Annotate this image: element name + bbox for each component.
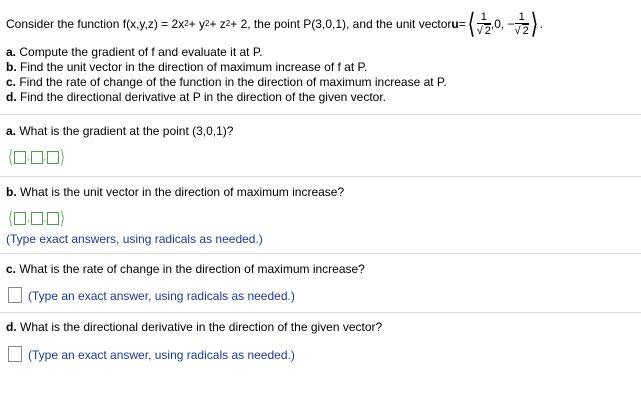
part-d: d. Find the directional derivative at P in the direction of the given vector. — [6, 90, 386, 104]
part-a: a. Compute the gradient of f and evaluate it at P. — [6, 45, 263, 59]
answer-c-input[interactable] — [8, 287, 22, 303]
component-3-denominator: √ 2 — [514, 25, 529, 37]
question-d: d. What is the directional derivative in the direction of the given vector? — [6, 320, 383, 334]
answer-a-vector: ⟨ , , ⟩ — [8, 147, 66, 167]
answer-b-input-1[interactable] — [14, 212, 26, 225]
component-1-denominator: √ 2 — [476, 25, 491, 37]
vector-middle: ,0, − — [490, 17, 515, 31]
vector-component-3 — [515, 11, 529, 37]
function-z-term: + z — [209, 17, 226, 31]
answer-a-right-bracket: ⟩ — [60, 147, 66, 167]
function-prefix: Consider the function f(x,y,z) = 2x — [6, 17, 185, 31]
parts-list — [6, 45, 447, 105]
separator-4 — [0, 312, 641, 313]
answer-b-left-bracket: ⟨ — [8, 208, 13, 228]
question-b: b. What is the unit vector in the direction of maximum increase? — [6, 185, 345, 199]
left-angle-bracket: ⟨ — [467, 8, 476, 39]
problem-statement: Consider the function f(x,y,z) = 2x 2 + y 2 + z 2 + 2, the point P(3,0,1), and the unit vector u = ⟨ $\frac{1}{√ 2}$ ,0, − $\frac{1}{√ 2}$ ⟩ . — [6, 8, 543, 39]
right-angle-bracket: ⟩ — [530, 8, 539, 39]
answer-b-input-2[interactable] — [31, 212, 43, 225]
answer-b-right-bracket: ⟩ — [60, 208, 66, 228]
problem-tail: + 2, the point P(3,0,1), and the unit vector — [230, 17, 452, 31]
answer-a-input-2[interactable] — [31, 151, 43, 164]
answer-a-input-1[interactable] — [14, 151, 26, 164]
separator-3 — [0, 253, 641, 254]
answer-b-input-3[interactable] — [47, 212, 59, 225]
separator-2 — [0, 176, 641, 177]
part-c: c. Find the rate of change of the function in the direction of maximum increase at P. — [6, 75, 447, 89]
answer-c-hint: (Type an exact answer, using radicals as needed.) — [28, 289, 295, 303]
function-y-term: + y — [188, 17, 205, 31]
equals-sign: = — [458, 17, 466, 31]
component-1-numerator: 1 — [477, 11, 491, 24]
vector-u-label: u — [451, 17, 459, 31]
question-a: a. What is the gradient at the point (3,0,1)? — [6, 124, 234, 138]
answer-d-input[interactable] — [8, 346, 22, 362]
component-3-numerator: 1 — [515, 11, 529, 24]
answer-a-left-bracket: ⟨ — [8, 147, 13, 167]
answer-b-vector: ⟨ , , ⟩ — [8, 208, 66, 228]
question-c: c. What is the rate of change in the direction of maximum increase? — [6, 262, 365, 276]
answer-b-hint: (Type exact answers, using radicals as needed.) — [6, 232, 263, 246]
part-b: b. Find the unit vector in the direction of maximum increase of f at P. — [6, 60, 368, 74]
separator-1 — [0, 114, 641, 115]
vector-component-1 — [477, 11, 491, 37]
answer-a-input-3[interactable] — [47, 151, 59, 164]
answer-d-hint: (Type an exact answer, using radicals as needed.) — [28, 348, 295, 362]
